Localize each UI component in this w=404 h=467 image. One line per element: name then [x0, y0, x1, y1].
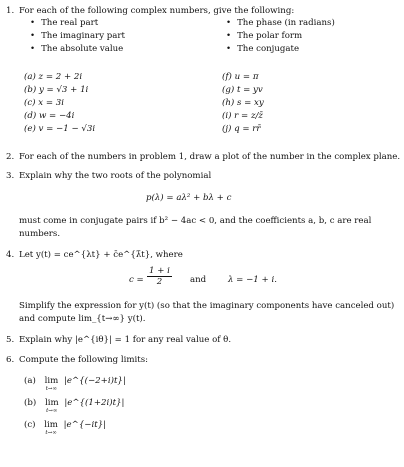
bullet-imaginary-part: • The imaginary part: [30, 31, 125, 41]
limit-c-expression: |e^{−it}|: [63, 420, 107, 430]
item-a: (a) z = 2 + 2i: [24, 72, 83, 82]
c-fraction: [147, 266, 172, 288]
problem-5-number: 5.: [6, 335, 15, 345]
limit-b-label: (b): [24, 398, 37, 408]
bullet-real-part: • The real part: [30, 18, 98, 28]
lim-word: lim: [44, 420, 58, 430]
item-h: (h) s = xy: [222, 98, 264, 108]
limit-b-operator: [45, 398, 59, 414]
problem-2-text: For each of the numbers in problem 1, draw a plot of the number in the complex plane.: [19, 152, 401, 162]
item-b: (b) y = √3 + 1i: [24, 85, 89, 95]
problem-6-text: Compute the following limits:: [19, 355, 149, 365]
bullet-conjugate: • The conjugate: [226, 44, 299, 54]
problem-3-line2: numbers.: [19, 229, 61, 239]
item-g: (g) t = yv: [222, 85, 263, 95]
problem-3-number: 3.: [6, 171, 15, 181]
item-f: (f) u = π: [222, 72, 259, 82]
limit-c-label: (c): [24, 420, 36, 430]
c-lhs: c =: [129, 275, 144, 285]
lambda-equation: λ = −1 + i.: [228, 275, 277, 285]
problem-2-number: 2.: [6, 152, 15, 162]
bullet-absolute-value: • The absolute value: [30, 44, 123, 54]
problem-5-text: Explain why |e^{iθ}| = 1 for any real value of θ.: [19, 335, 232, 345]
bullet-phase: • The phase (in radians): [226, 18, 335, 28]
limit-c-operator: [44, 420, 58, 436]
problem-4-number: 4.: [6, 250, 15, 260]
limit-item-c: [24, 420, 106, 436]
c-numerator: 1 + i: [149, 266, 170, 276]
c-denominator: 2: [156, 277, 163, 288]
item-e: (e) v = −1 − √3i: [24, 124, 96, 134]
lim-word: lim: [44, 376, 59, 386]
item-d: (d) w = −4i: [24, 111, 75, 121]
limit-a-expression: |e^{(−2+i)t}|: [63, 376, 126, 386]
problem-6-number: 6.: [6, 355, 15, 365]
problem-4-text: Let y(t) = ce^{λt} + c̄e^{λ̄t}, where: [19, 250, 183, 260]
lim-subscript: t→∞: [45, 386, 58, 393]
lim-subscript: t→∞: [46, 408, 58, 415]
limit-item-a: [24, 376, 126, 392]
lim-word: lim: [44, 398, 59, 408]
lim-subscript: t→∞: [45, 430, 57, 437]
limit-item-b: [24, 398, 124, 414]
problem-4-line1: Simplify the expression for y(t) (so that the imaginary components have canceled out): [19, 301, 395, 311]
problem-1-number: 1.: [6, 6, 15, 16]
limit-a-operator: [45, 376, 59, 392]
problem-3-line1: must come in conjugate pairs if b² − 4ac < 0, and the coefficients a, b, c are real: [19, 216, 372, 226]
problem-1-intro: For each of the following complex numbers, give the following:: [19, 6, 295, 16]
and-word: and: [190, 275, 207, 285]
item-i: (i) r = z/z̄: [222, 111, 263, 121]
problem-4-line2: and compute lim_{t→∞} y(t).: [19, 314, 146, 324]
bullet-polar-form: • The polar form: [226, 31, 302, 41]
item-c: (c) x = 3i: [24, 98, 64, 108]
problem-3-text: Explain why the two roots of the polynomial: [19, 171, 212, 181]
limit-a-label: (a): [24, 376, 36, 386]
polynomial-equation: p(λ) = aλ² + bλ + c: [146, 193, 232, 203]
item-j: (j) q = rr̄: [222, 124, 261, 134]
limit-b-expression: |e^{(1+2i)t}|: [64, 398, 125, 408]
